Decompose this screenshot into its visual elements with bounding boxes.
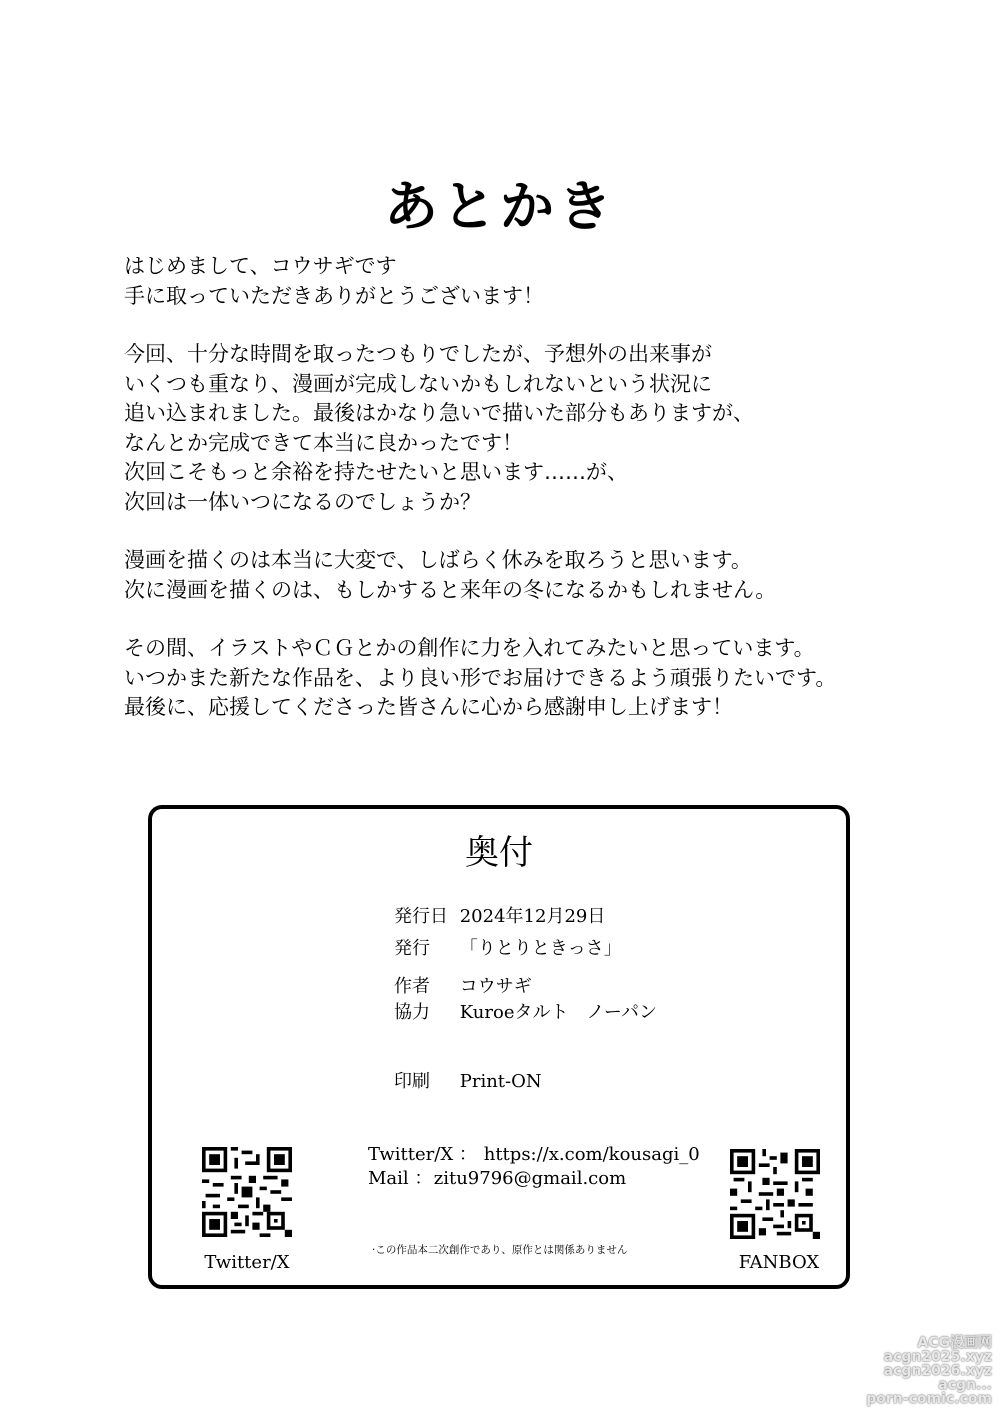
afterword-paragraph xyxy=(124,252,944,311)
afterword-paragraph xyxy=(124,340,944,517)
author-label: 作者 xyxy=(394,976,430,997)
afterword-line: いくつも重なり、漫画が完成しないかもしれないという状況に xyxy=(124,371,712,396)
afterword-paragraph xyxy=(124,546,944,605)
cooperation-value: Kuroeタルト ノーパン xyxy=(459,1002,658,1023)
afterword-line: なんとか完成できて本当に良かったです！ xyxy=(124,430,523,455)
afterword-line: 次回こそもっと余裕を持たせたいと思います……が、 xyxy=(124,460,628,484)
afterword-line: はじめまして、コウサギです xyxy=(124,254,397,278)
watermark-line: ACG漫画网 xyxy=(917,1335,992,1351)
author-row xyxy=(394,975,532,999)
publish-date-row xyxy=(394,905,605,929)
afterword-line: 次回は一体いつになるのでしょうか？ xyxy=(124,489,481,514)
fanbox-qr-code[interactable] xyxy=(730,1149,820,1239)
watermark-line: porn-comic.com xyxy=(866,1391,992,1407)
afterword-line: 次に漫画を描くのは、もしかすると来年の冬になるかもしれません。 xyxy=(124,577,777,602)
printer-value: Print-ON xyxy=(459,1071,542,1092)
watermark-line: acgn... xyxy=(938,1377,992,1393)
afterword-line: 手に取っていただきありがとうございます！ xyxy=(124,283,544,308)
printer-row xyxy=(394,1070,542,1094)
afterword-paragraph xyxy=(124,634,944,723)
publish-date-value: 2024年12月29日 xyxy=(459,906,606,927)
fanbox-qr-caption: FANBOX xyxy=(738,1252,820,1273)
colophon-title: 奥付 xyxy=(465,833,533,873)
afterword-title: あとかき xyxy=(384,175,616,238)
twitter-qr-caption: Twitter/X xyxy=(204,1252,290,1273)
twitter-contact-row xyxy=(368,1143,700,1167)
afterword-line: その間、イラストやＣＧとかの創作に力を入れてみたいと思っています。 xyxy=(124,636,815,660)
watermark xyxy=(864,1336,992,1406)
mail-link[interactable]: zitu9796@gmail.com xyxy=(433,1168,627,1189)
printer-label: 印刷 xyxy=(394,1071,430,1092)
cooperation-label: 協力 xyxy=(394,1002,430,1023)
afterword-line: 追い込まれました。最後はかなり急いで描いた部分もありますが、 xyxy=(124,401,754,425)
twitter-contact-label: Twitter/X ： xyxy=(368,1144,477,1165)
afterword-body xyxy=(124,252,944,752)
afterword-line: いつかまた新たな作品を、より良い形でお届けできるよう頑張りたいです。 xyxy=(124,665,837,690)
afterword-line: 最後に、応援してくださった皆さんに心から感謝申し上げます！ xyxy=(124,695,733,719)
publisher-value: 「りとりときっさ」 xyxy=(459,938,622,959)
twitter-link[interactable]: https://x.com/kousagi_0 xyxy=(483,1144,700,1165)
mail-contact-row xyxy=(368,1167,626,1191)
watermark-line: acgn2026.xyz xyxy=(883,1363,992,1379)
publish-date-label: 発行日 xyxy=(394,906,448,927)
watermark-line: acgn2025.xyz xyxy=(883,1349,992,1365)
disclaimer-note: ·この作品本二次創作であり、原作とは関係ありません xyxy=(372,1244,628,1256)
cooperation-row xyxy=(394,1001,657,1025)
publisher-row xyxy=(394,937,622,961)
afterword-line: 漫画を描くのは本当に大変で、しばらく休みを取ろうと思います。 xyxy=(124,548,752,572)
mail-contact-label: Mail ： xyxy=(368,1168,433,1189)
twitter-qr-code[interactable] xyxy=(202,1147,292,1237)
author-value: コウサギ xyxy=(459,976,532,997)
colophon-box xyxy=(148,805,850,1289)
publisher-label: 発行 xyxy=(394,938,430,959)
afterword-line: 今回、十分な時間を取ったつもりでしたが、予想外の出来事が xyxy=(124,342,712,366)
